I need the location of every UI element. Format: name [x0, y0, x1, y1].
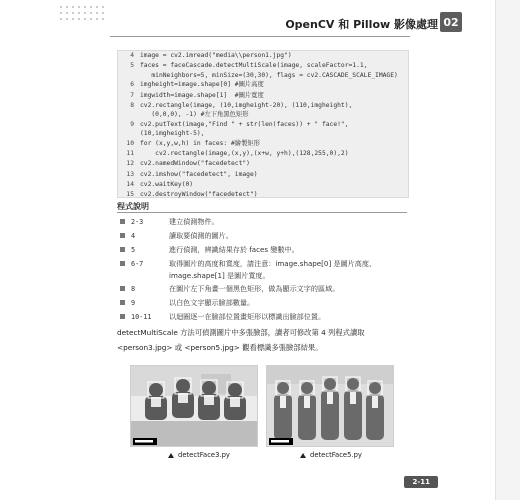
line-range: 10-11: [131, 313, 152, 321]
line-description: 讀取要偵測的圖片。: [169, 231, 233, 240]
code-text: faces = faceCascade.detectMultiScale(image, scaleFactor=1.1, minNeighbors=5, minSize=(30,30), flags = cv2.CASCADE_SCALE_IMAGE): [140, 62, 398, 79]
code-line: [118, 101, 408, 120]
line-number: 11: [126, 150, 134, 158]
face-detect-photo-1: [130, 365, 258, 447]
explanation-row: [117, 257, 409, 282]
square-bullet-icon: [120, 219, 125, 224]
line-description: 進行偵測，辨識結果存於 faces 變數中。: [169, 245, 299, 254]
code-text: imgwidth=image.shape[1] #圖片寬度: [140, 91, 264, 99]
line-number: 6: [130, 81, 134, 89]
square-bullet-icon: [120, 247, 125, 252]
chapter-title: OpenCV 和 Pillow 影像處理: [285, 18, 438, 31]
square-bullet-icon: [120, 261, 125, 266]
line-range: 6-7: [131, 260, 144, 268]
figure-caption-2: [300, 451, 362, 459]
header-dot-pattern: [58, 4, 104, 22]
code-text: cv2.imshow("facedetect", image): [140, 170, 258, 178]
figure-caption-text: detectFace5.py: [310, 451, 362, 459]
code-text: cv2.putText(image,"Find " + str(len(faces)) + " face!", (10,imgheight-5),: [140, 120, 349, 138]
code-line: [118, 80, 408, 90]
square-bullet-icon: [120, 300, 125, 305]
explanation-row: [117, 229, 409, 243]
code-text: cv2.destroyWindow("facedetect"): [140, 191, 258, 199]
chapter-number-badge: 02: [440, 12, 462, 32]
line-description: 以迴圈逐一在臉部位置畫矩形以標識出臉部位置。: [169, 312, 326, 321]
face-detect-photo-2: [266, 365, 394, 447]
line-description: 建立偵測物件。: [169, 217, 219, 226]
code-text: cv2.waitKey(0): [140, 181, 194, 189]
section-divider: [117, 212, 407, 213]
code-line: [118, 139, 408, 149]
explanation-row: [117, 243, 409, 257]
square-bullet-icon: [120, 314, 125, 319]
code-text: cv2.rectangle(image,(x,y),(x+w, y+h),(128,255,0),2): [140, 150, 349, 158]
square-bullet-icon: [120, 286, 125, 291]
explanation-row: [117, 310, 409, 324]
line-number: 12: [126, 160, 134, 168]
page-right-margin: [496, 0, 520, 500]
line-range: 2-3: [131, 218, 144, 226]
line-description: 取得圖片的高度和寬度，請注意：image.shape[0] 是圖片高度、image.shape[1] 是圖片寬度。: [169, 259, 377, 280]
explanation-row: [117, 296, 409, 310]
line-range: 9: [131, 299, 136, 307]
code-line: [118, 51, 408, 61]
code-text: cv2.rectangle(image, (10,imgheight-20), (110,imgheight), (0,0,0), -1) #左下角黑色矩形: [140, 101, 353, 119]
line-number: 4: [130, 52, 134, 59]
explanation-row: [117, 282, 409, 296]
line-description: 在圖片左下角畫一個黑色矩形，做為顯示文字的區域。: [169, 284, 340, 293]
header-divider: [110, 36, 410, 37]
line-number: 14: [126, 181, 134, 189]
line-range: 5: [131, 246, 136, 254]
code-line: [118, 149, 408, 159]
square-bullet-icon: [120, 233, 125, 238]
figure-caption-text: detectFace3.py: [178, 451, 230, 459]
code-text: image = cv2.imread("media\\person1.jpg"): [140, 52, 292, 59]
line-number: 13: [126, 170, 134, 178]
code-line: [118, 170, 408, 180]
code-line: [118, 91, 408, 101]
code-text: for (x,y,w,h) in faces: #繪製矩形: [140, 139, 260, 147]
explanation-list: [117, 215, 409, 324]
explanation-row: [117, 215, 409, 229]
code-text: imgheight=image.shape[0] #圖片高度: [140, 81, 264, 89]
code-text: cv2.namedWindow("facedetect"): [140, 160, 250, 168]
line-number: 5: [130, 62, 134, 70]
code-line: [118, 180, 408, 190]
line-number: 7: [130, 91, 134, 99]
line-range: 8: [131, 285, 136, 293]
line-number: 8: [130, 101, 134, 109]
code-listing: [117, 50, 409, 198]
figure-caption-1: [168, 451, 230, 459]
line-number: 15: [126, 191, 134, 199]
triangle-marker-icon: [168, 453, 174, 458]
code-line: [118, 159, 408, 169]
line-number: 9: [130, 120, 134, 128]
page-header: [0, 0, 520, 44]
triangle-marker-icon: [300, 453, 306, 458]
line-number: 10: [126, 139, 134, 147]
body-paragraph: detectMultiScale 方法可偵測圖片中多張臉部，讀者可修改第 4 列程式讀取 <person3.jpg> 或 <person5.jpg> 觀看標識多張臉部結果。: [117, 328, 365, 352]
page-number: 2-11: [404, 476, 438, 488]
code-line: [118, 120, 408, 139]
code-line: [118, 61, 408, 80]
code-line: [118, 190, 408, 200]
line-range: 4: [131, 232, 136, 240]
section-heading: 程式說明: [117, 202, 149, 211]
line-description: 以白色文字顯示臉部數量。: [169, 298, 255, 307]
